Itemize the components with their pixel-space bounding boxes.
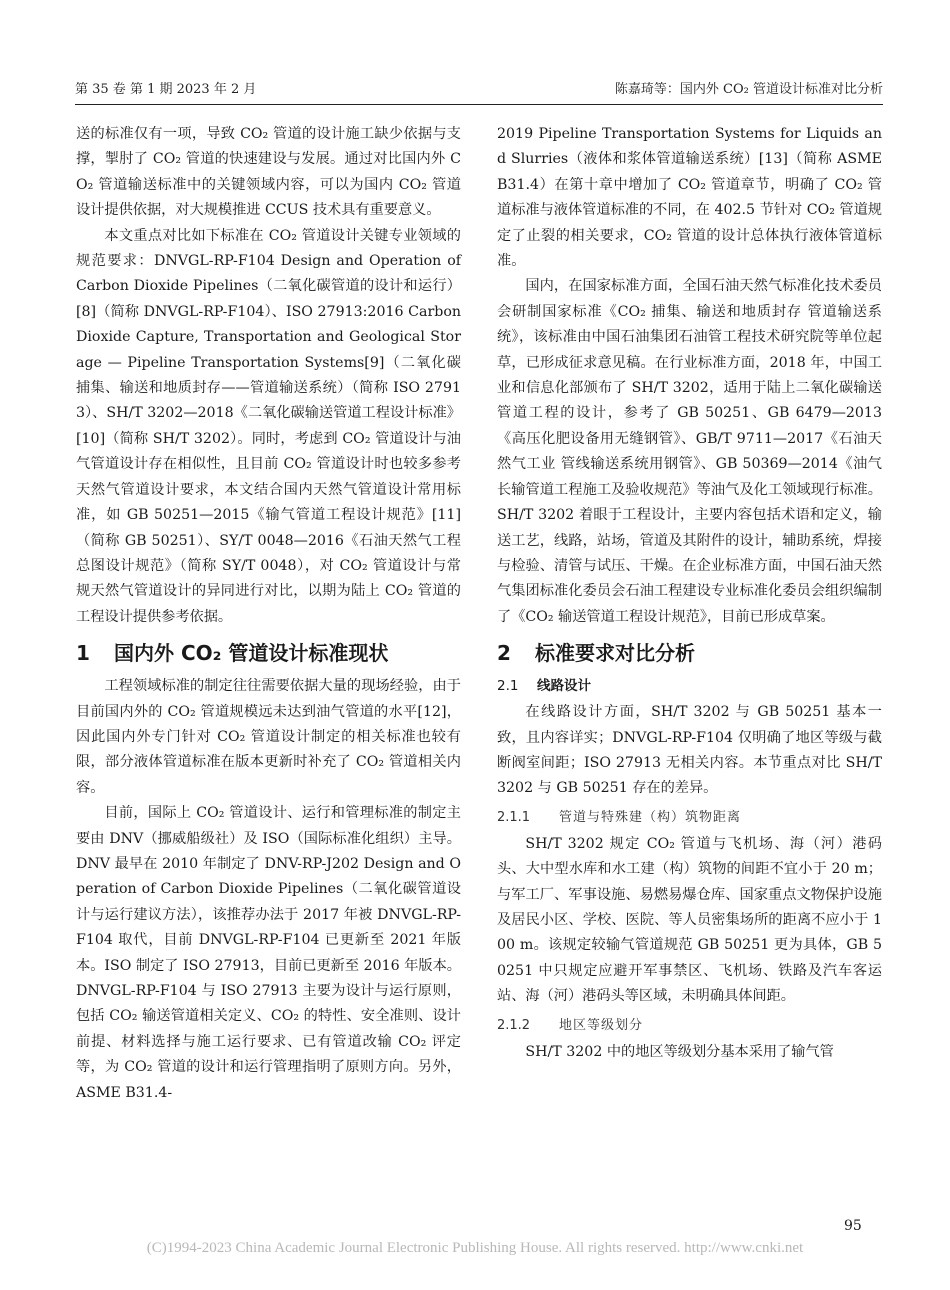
section-number: 1 [76, 641, 90, 666]
subsubsection-title: 地区等级划分 [559, 1017, 644, 1033]
paragraph: 送的标准仅有一项，导致 CO₂ 管道的设计施工缺少依据与支撑，掣肘了 CO₂ 管道的快速建设与发展。通过对比国内外 CO₂ 管道输送标准中的关键领域内容，可以为国内 CO₂ 管道设计提供依据，对大规模推进 CCUS 技术具有重要意义。 [76, 126, 461, 219]
copyright-footer: (C)1994-2023 China Academic Journal Electronic Publishing House. All rights reserved. http://www.cnki.net [146, 1240, 804, 1256]
paragraph: 国内，在国家标准方面，全国石油天然气标准化技术委员会研制国家标准《CO₂ 捕集、输送和地质封存 管道输送系统》，该标准由中国石油集团石油管工程技术研究院等单位起草，已形成征求意见稿。在行业标准方面，2018 年，中国工业和信息化部颁布了 SH/T 3202，适用于陆上二氧化碳输送管道工程的设计，参考了 GB 50251、GB 6479—2013《高压化肥设备用无缝钢管》、GB/T 9711—2017《石油天然气工业 管线输送系统用钢管》、GB 50369—2014《油气长输管道工程施工及验收规范》等油气及化工领域现行标准。SH/T 3202 着眼于工程设计，主要内容包括术语和定义，输送工艺，线路，站场，管道及其附件的设计，辅助系统，焊接与检验、清管与试压、干燥。在企业标准方面，中国石油天然气集团标准化委员会石油工程建设专业标准化委员会组织编制了《CO₂ 输送管道工程设计规范》，目前已形成草案。 [497, 278, 882, 625]
header-rule [75, 104, 883, 105]
section-heading-2 [497, 640, 882, 666]
right-column [497, 122, 882, 1065]
paragraph: 工程领域标准的制定往往需要依据大量的现场经验，由于目前国内外的 CO₂ 管道规模远未达到油气管道的水平[12]，因此国内外专门针对 CO₂ 管道设计制定的相关标准也较有限，部分液体管道标准在版本更新时补充了 CO₂ 管道相关内容。 [76, 678, 461, 796]
section-title: 国内外 CO₂ 管道设计标准现状 [114, 641, 389, 666]
paragraph: SH/T 3202 规定 CO₂ 管道与飞机场、海（河）港码头、大中型水库和水工建（构）筑物的间距不宜小于 20 m；与军工厂、军事设施、易燃易爆仓库、国家重点文物保护设施及居民小区、学校、医院、等人员密集场所的距离不应小于 100 m。该规定较输气管道规范 GB 50251 更为具体，GB 50251 中只规定应避开军事禁区、飞机场、铁路及汽车客运站、海（河）港码头等区域，未明确具体间距。 [497, 835, 882, 1005]
section-title: 标准要求对比分析 [535, 641, 695, 666]
header-journal-info: 第 35 卷 第 1 期 2023 年 2 月 [75, 82, 257, 97]
subsubsection-number: 2.1.1 [497, 809, 531, 825]
paragraph: SH/T 3202 中的地区等级划分基本采用了输气管 [525, 1043, 834, 1060]
paragraph: 本文重点对比如下标准在 CO₂ 管道设计关键专业领域的规范要求：DNVGL-RP-F104 Design and Operation of Carbon Dioxide Pipelines（二氧化碳管道的设计和运行）[8]（简称 DNVGL-RP-F104）、ISO 27913:2016 Carbon Dioxide Capture, Transportation and Geological Storage — Pipeline Transportation Systems[9]（二氧化碳捕集、输送和地质封存——管道输送系统）（简称 ISO 27913）、SH/T 3202—2018《二氧化碳输送管道工程设计标准》[10]（简称 SH/T 3202）。同时，考虑到 CO₂ 管道设计与油气管道设计存在相似性，且目前 CO₂ 管道设计时也较多参考天然气管道设计要求，本文结合国内天然气管道设计常用标准，如 GB 50251—2015《输气管道工程设计规范》[11]（简称 GB 50251）、SY/T 0048—2016《石油天然气工程总图设计规范》（简称 SY/T 0048），对 CO₂ 管道设计与常规天然气管道设计的异同进行对比，以期为陆上 CO₂ 管道的工程设计提供参考依据。 [76, 227, 461, 625]
page-number: 95 [844, 1218, 862, 1234]
subsection-heading [497, 674, 882, 698]
paragraph: 目前，国际上 CO₂ 管道设计、运行和管理标准的制定主要由 DNV（挪威船级社）及 ISO（国际标准化组织）主导。DNV 最早在 2010 年制定了 DNV-RP-J202 Design and Operation of Carbon Dioxide Pipelines（二氧化碳管道设计与运行建议方法），该推荐办法于 2017 年被 DNVGL-RP-F104 取代，目前 DNVGL-RP-F104 已更新至 2021 年版本。ISO 制定了 ISO 27913，目前已更新至 2016 年版本。DNVGL-RP-F104 与 ISO 27913 主要为设计与运行原则，包括 CO₂ 输送管道相关定义、CO₂ 的特性、安全准则、设计前提、材料选择与施工运行要求、已有管道改输 CO₂ 评定等，为 CO₂ 管道的设计和运行管理指明了原则方向。另外，ASME B31.4- [76, 805, 461, 1101]
running-header [75, 78, 883, 104]
subsection-title: 线路设计 [537, 678, 591, 695]
paragraph: 2019 Pipeline Transportation Systems for Liquids and Slurries（液体和浆体管道输送系统）[13]（简称 ASME B31.4）在第十章中增加了 CO₂ 管道章节，明确了 CO₂ 管道标准与液体管道标准的不同，在 402.5 节针对 CO₂ 管道规定了止裂的相关要求，CO₂ 管道的设计总体执行液体管道标准。 [497, 126, 882, 270]
subsection-number: 2.1 [497, 678, 519, 695]
section-heading-1 [76, 640, 461, 666]
subsubsection-heading [497, 806, 882, 830]
section-number: 2 [497, 641, 511, 666]
subsubsection-number: 2.1.2 [497, 1017, 531, 1033]
subsubsection-heading [497, 1014, 882, 1038]
subsubsection-title: 管道与特殊建（构）筑物距离 [559, 809, 742, 825]
header-article-title: 陈嘉琦等：国内外 CO₂ 管道设计标准对比分析 [614, 82, 883, 97]
left-column [76, 122, 461, 1106]
paragraph: 在线路设计方面，SH/T 3202 与 GB 50251 基本一致，且内容详实；DNVGL-RP-F104 仅明确了地区等级与截断阀室间距；ISO 27913 无相关内容。本节重点对比 SH/T 3202 与 GB 50251 存在的差异。 [497, 704, 882, 797]
